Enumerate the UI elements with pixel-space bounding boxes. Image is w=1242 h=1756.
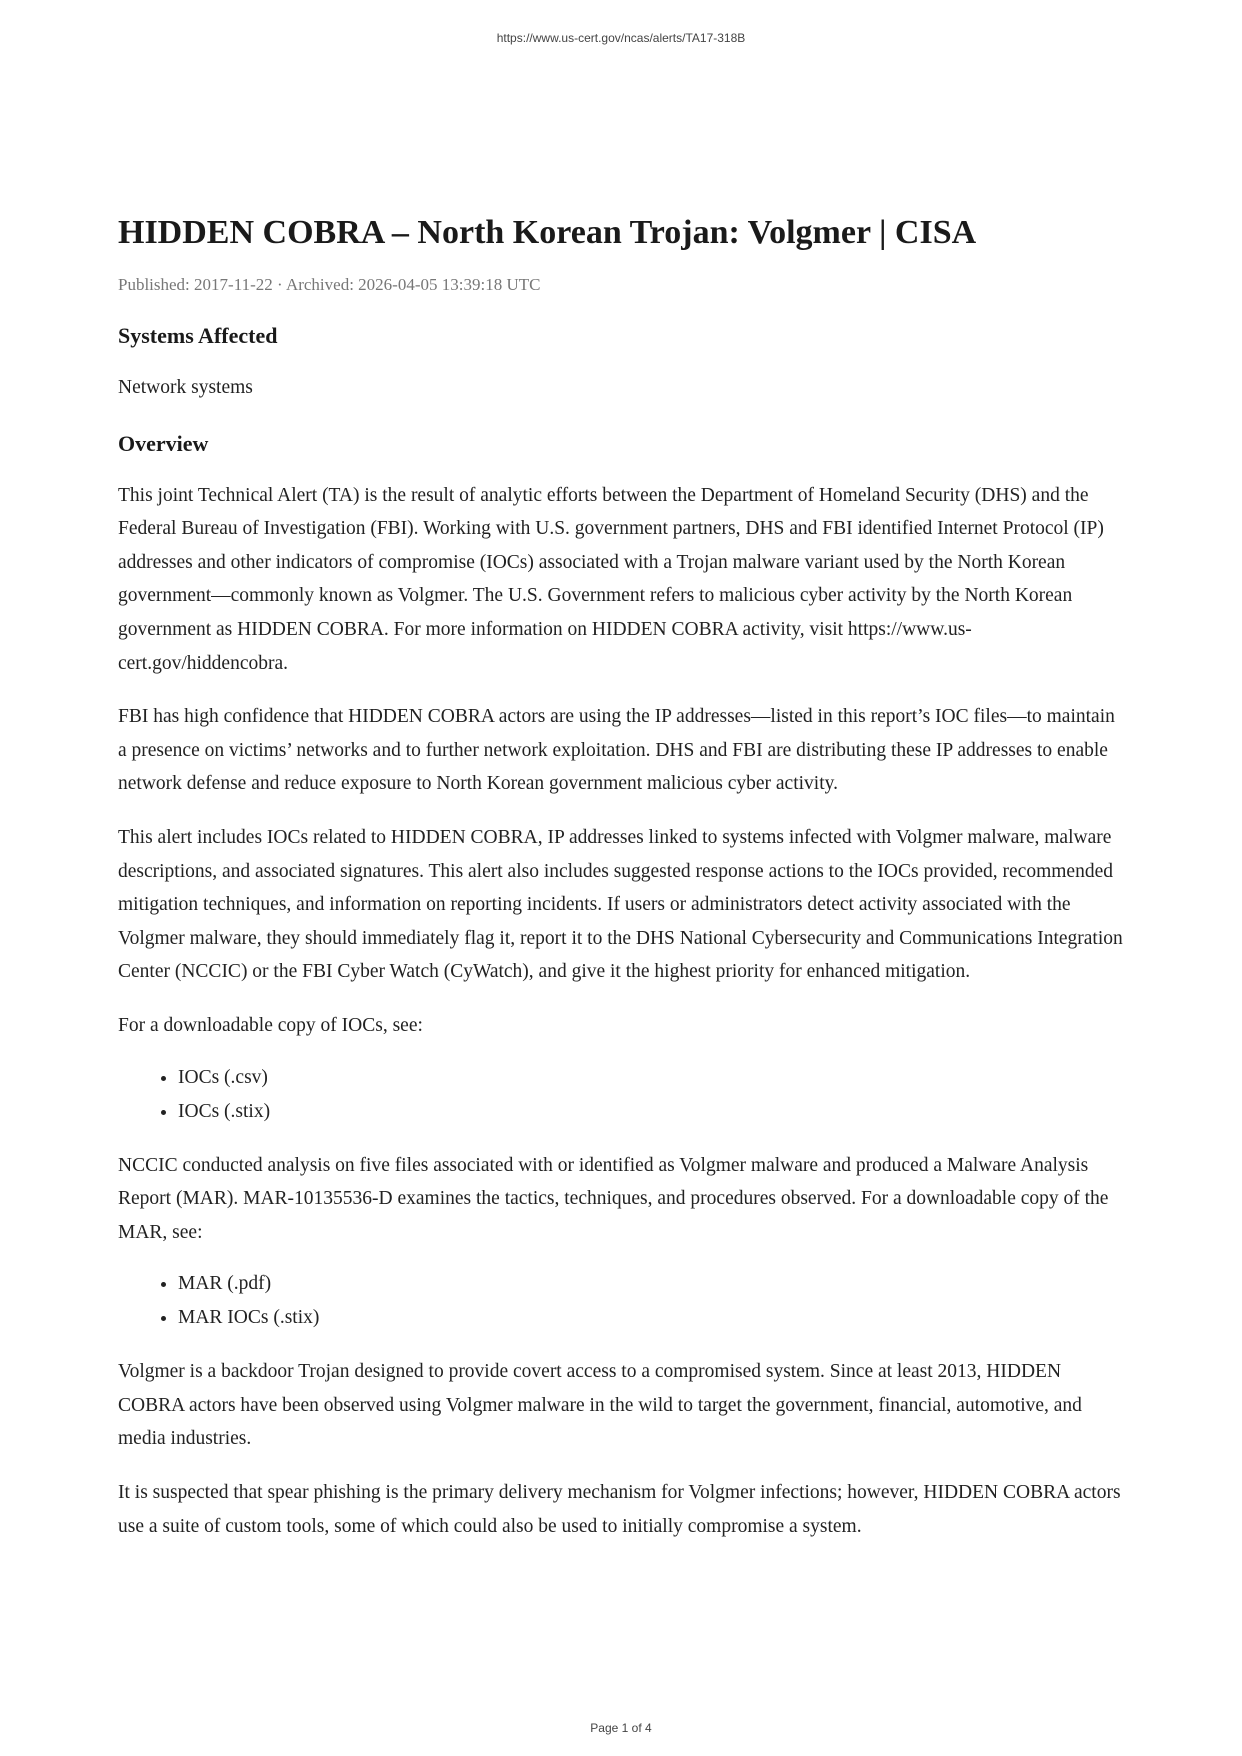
overview-heading: Overview — [118, 430, 209, 456]
overview-paragraph-2: FBI has high confidence that HIDDEN COBRA actors are using the IP addresses—listed in this report’s IOC files—to maintain a presence on victims’ networks and to further network exploitation. DHS and FBI are distributing these IP addresses to enable network defense and reduce exposure to North Korean government malicious cyber activity. — [118, 706, 1115, 795]
page-url-header: https://www.us-cert.gov/ncas/alerts/TA17-318B — [496, 31, 746, 45]
article-content — [118, 207, 1128, 1543]
overview-paragraph-3: This alert includes IOCs related to HIDDEN COBRA, IP addresses linked to systems infected with Volgmer malware, malware descriptions, and associated signatures. This alert also includes suggested response actions to the IOCs provided, recommended mitigation techniques, and information on reporting incidents. If users or administrators detect activity associated with the Volgmer malware, they should immediately flag it, report it to the DHS National Cybersecurity and Communications Integration Center (NCCIC) or the FBI Cyber Watch (CyWatch), and give it the highest priority for enhanced mitigation. — [118, 826, 1123, 983]
publish-meta: Published: 2017-11-22 · Archived: 2026-04-05 13:39:18 UTC — [118, 275, 541, 294]
ioc-download-list — [118, 1061, 1128, 1129]
page-number-footer: Page 1 of 4 — [590, 1721, 652, 1735]
ioc-stix-link[interactable]: • IOCs (.stix) — [178, 1095, 1128, 1129]
mar-download-list — [118, 1267, 1128, 1335]
overview-paragraph-1: This joint Technical Alert (TA) is the result of analytic efforts between the Department of Homeland Security (DHS) and the Federal Bureau of Investigation (FBI). Working with U.S. government partners, DHS and FBI identified Internet Protocol (IP) addresses and other indicators of compromise (IOCs) associated with a Trojan malware variant used by the North Korean government—commonly known as Volgmer. The U.S. Government refers to malicious cyber activity by the North Korean government as HIDDEN COBRA. For more information on HIDDEN COBRA activity, visit https://www.us-cert.gov/hiddencobra. — [118, 484, 1104, 674]
volgmer-description-paragraph: Volgmer is a backdoor Trojan designed to provide covert access to a compromised system. Since at least 2013, HIDDEN COBRA actors have been observed using Volgmer malware in the wild to target the government, financial, automotive, and media industries. — [118, 1361, 1082, 1450]
spear-phishing-paragraph: It is suspected that spear phishing is the primary delivery mechanism for Volgmer infections; however, HIDDEN COBRA actors use a suite of custom tools, some of which could also be used to initially compromise a system. — [118, 1482, 1121, 1537]
mar-paragraph: NCCIC conducted analysis on five files associated with or identified as Volgmer malware and produced a Malware Analysis Report (MAR). MAR-10135536-D examines the tactics, techniques, and procedures observed. For a downloadable copy of the MAR, see: — [118, 1154, 1109, 1243]
page-title: HIDDEN COBRA – North Korean Trojan: Volgmer | CISA — [118, 214, 977, 251]
ioc-csv-link[interactable]: • IOCs (.csv) — [178, 1061, 1128, 1095]
ioc-download-intro: For a downloadable copy of IOCs, see: — [118, 1014, 423, 1036]
mar-ioc-stix-link[interactable]: • MAR IOCs (.stix) — [178, 1301, 1128, 1335]
systems-affected-text: Network systems — [118, 377, 253, 398]
systems-affected-heading: Systems Affected — [118, 323, 278, 348]
mar-pdf-link[interactable]: • MAR (.pdf) — [178, 1267, 1128, 1301]
